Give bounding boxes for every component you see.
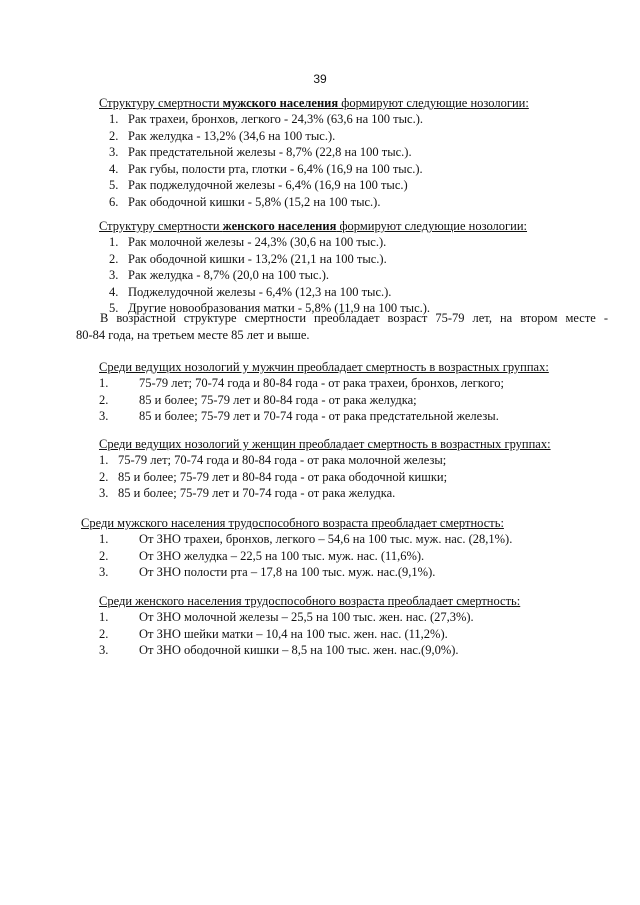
male-working-age-heading: Среди мужского населения трудоспособного возраста преобладает смертность: (81, 516, 504, 530)
item-number: 1. (99, 376, 109, 390)
item-number: 3. (99, 565, 109, 579)
item-number: 3. (109, 268, 119, 282)
paragraph-line-1: В возрастной структуре смертности преобладает возраст 75-79 лет, на втором месте - (100, 311, 608, 325)
item-text: Рак молочной железы - 24,3% (30,6 на 100 тыс.). (128, 235, 387, 249)
male-structure-section (0, 95, 640, 210)
list-item (99, 564, 640, 581)
item-number: 2. (99, 626, 109, 641)
male-age-groups-section (0, 359, 640, 425)
item-number: 5. (109, 301, 119, 315)
item-number: 1. (99, 532, 109, 546)
heading-prefix: Структуру смертности (99, 219, 223, 233)
item-text: 75-79 лет; 70-74 года и 80-84 года - от рака молочной железы; (118, 453, 447, 467)
list-item (99, 626, 640, 643)
list-item (99, 452, 640, 469)
item-text: Другие новообразования матки - 5,8% (11,9 на 100 тыс.). (128, 301, 431, 315)
female-age-groups-section (0, 436, 640, 502)
list-item (99, 469, 640, 486)
heading-prefix: Структуру смертности (99, 96, 223, 110)
item-text: От ЗНО желудка – 22,5 на 100 тыс. муж. нас. (11,6%). (139, 548, 425, 563)
list-item (99, 531, 640, 548)
item-text: Рак ободочной кишки - 13,2% (21,1 на 100 тыс.). (128, 251, 387, 266)
heading-suffix: формируют следующие нозологии: (338, 96, 529, 110)
item-text: От ЗНО полости рта – 17,8 на 100 тыс. муж. нас.(9,1%). (139, 565, 436, 579)
list-item (109, 234, 640, 251)
heading-bold: женского населения (222, 219, 337, 233)
female-structure-list (0, 234, 640, 317)
item-text: Рак предстательной железы - 8,7% (22,8 на 100 тыс.). (128, 145, 412, 159)
item-number: 2. (99, 392, 109, 407)
item-text: 85 и более; 75-79 лет и 80-84 года - от рака ободочной кишки; (118, 469, 448, 484)
list-item (99, 408, 640, 425)
list-item (99, 375, 640, 392)
list-item (109, 177, 640, 194)
paragraph-line-2: 80-84 года, на третьем месте 85 лет и выше. (76, 327, 310, 342)
list-item (109, 161, 640, 178)
list-item (109, 251, 640, 268)
item-text: 85 и более; 75-79 лет и 70-74 года - от рака предстательной железы. (139, 409, 499, 423)
female-age-groups-list (0, 452, 640, 502)
item-text: Рак трахеи, бронхов, легкого - 24,3% (63,6 на 100 тыс.). (128, 112, 423, 126)
male-working-age-section (0, 515, 640, 581)
female-structure-heading (0, 218, 640, 234)
item-text: Поджелудочной железы - 6,4% (12,3 на 100 тыс.). (128, 284, 392, 299)
list-item (99, 548, 640, 565)
item-number: 3. (99, 409, 109, 423)
item-number: 6. (109, 194, 119, 209)
item-number: 1. (109, 235, 119, 249)
item-number: 5. (109, 178, 119, 192)
item-text: 85 и более; 75-79 лет и 70-74 года - от рака желудка. (118, 486, 396, 500)
female-structure-section (0, 218, 640, 317)
item-text: Рак желудка - 8,7% (20,0 на 100 тыс.). (128, 268, 330, 282)
page-number: 39 (313, 72, 327, 86)
item-number: 3. (109, 145, 119, 159)
female-working-age-section (0, 593, 640, 659)
item-text: 75-79 лет; 70-74 года и 80-84 года - от рака трахеи, бронхов, легкого; (139, 376, 505, 390)
female-age-groups-heading: Среди ведущих нозологий у женщин преобладает смертность в возрастных группах: (99, 437, 551, 451)
list-item (109, 111, 640, 128)
list-item (109, 267, 640, 284)
male-age-groups-heading: Среди ведущих нозологий у мужчин преобладает смертность в возрастных группах: (99, 360, 549, 374)
list-item (109, 128, 640, 145)
list-item (109, 284, 640, 301)
list-item (99, 392, 640, 409)
heading-bold: мужского населения (222, 96, 339, 110)
item-text: Рак ободочной кишки - 5,8% (15,2 на 100 тыс.). (128, 194, 381, 209)
item-number: 3. (99, 486, 109, 500)
heading-suffix: формируют следующие нозологии: (336, 219, 528, 233)
item-number: 1. (109, 112, 119, 126)
list-item (99, 642, 640, 659)
male-age-groups-list (0, 375, 640, 425)
item-text: Рак губы, полости рта, глотки - 6,4% (16,9 на 100 тыс.). (128, 161, 423, 176)
item-text: От ЗНО ободочной кишки – 8,5 на 100 тыс. жен. нас.(9,0%). (139, 643, 459, 657)
item-text: От ЗНО трахеи, бронхов, легкого – 54,6 на 100 тыс. муж. нас. (28,1%). (139, 532, 513, 546)
item-number: 4. (109, 284, 119, 299)
female-working-age-list (0, 609, 640, 659)
female-working-age-heading: Среди женского населения трудоспособного возраста преобладает смертность: (99, 594, 521, 608)
male-structure-heading (0, 95, 640, 111)
item-number: 2. (99, 548, 109, 563)
item-text: От ЗНО молочной железы – 25,5 на 100 тыс. жен. нас. (27,3%). (139, 610, 474, 624)
item-number: 1. (99, 453, 109, 467)
list-item (109, 144, 640, 161)
item-text: Рак желудка - 13,2% (34,6 на 100 тыс.). (128, 128, 336, 143)
male-working-age-list (0, 531, 640, 581)
item-text: Рак поджелудочной железы - 6,4% (16,9 на 100 тыс.) (128, 178, 408, 192)
item-number: 2. (109, 128, 119, 143)
item-text: 85 и более; 75-79 лет и 80-84 года - от рака желудка; (139, 392, 417, 407)
list-item (99, 485, 640, 502)
item-text: От ЗНО шейки матки – 10,4 на 100 тыс. жен. нас. (11,2%). (139, 626, 448, 641)
age-structure-paragraph (76, 310, 608, 343)
list-item (99, 609, 640, 626)
item-number: 3. (99, 643, 109, 657)
list-item (109, 194, 640, 211)
item-number: 2. (99, 469, 109, 484)
item-number: 2. (109, 251, 119, 266)
item-number: 4. (109, 161, 119, 176)
male-structure-list (0, 111, 640, 210)
item-number: 1. (99, 610, 109, 624)
